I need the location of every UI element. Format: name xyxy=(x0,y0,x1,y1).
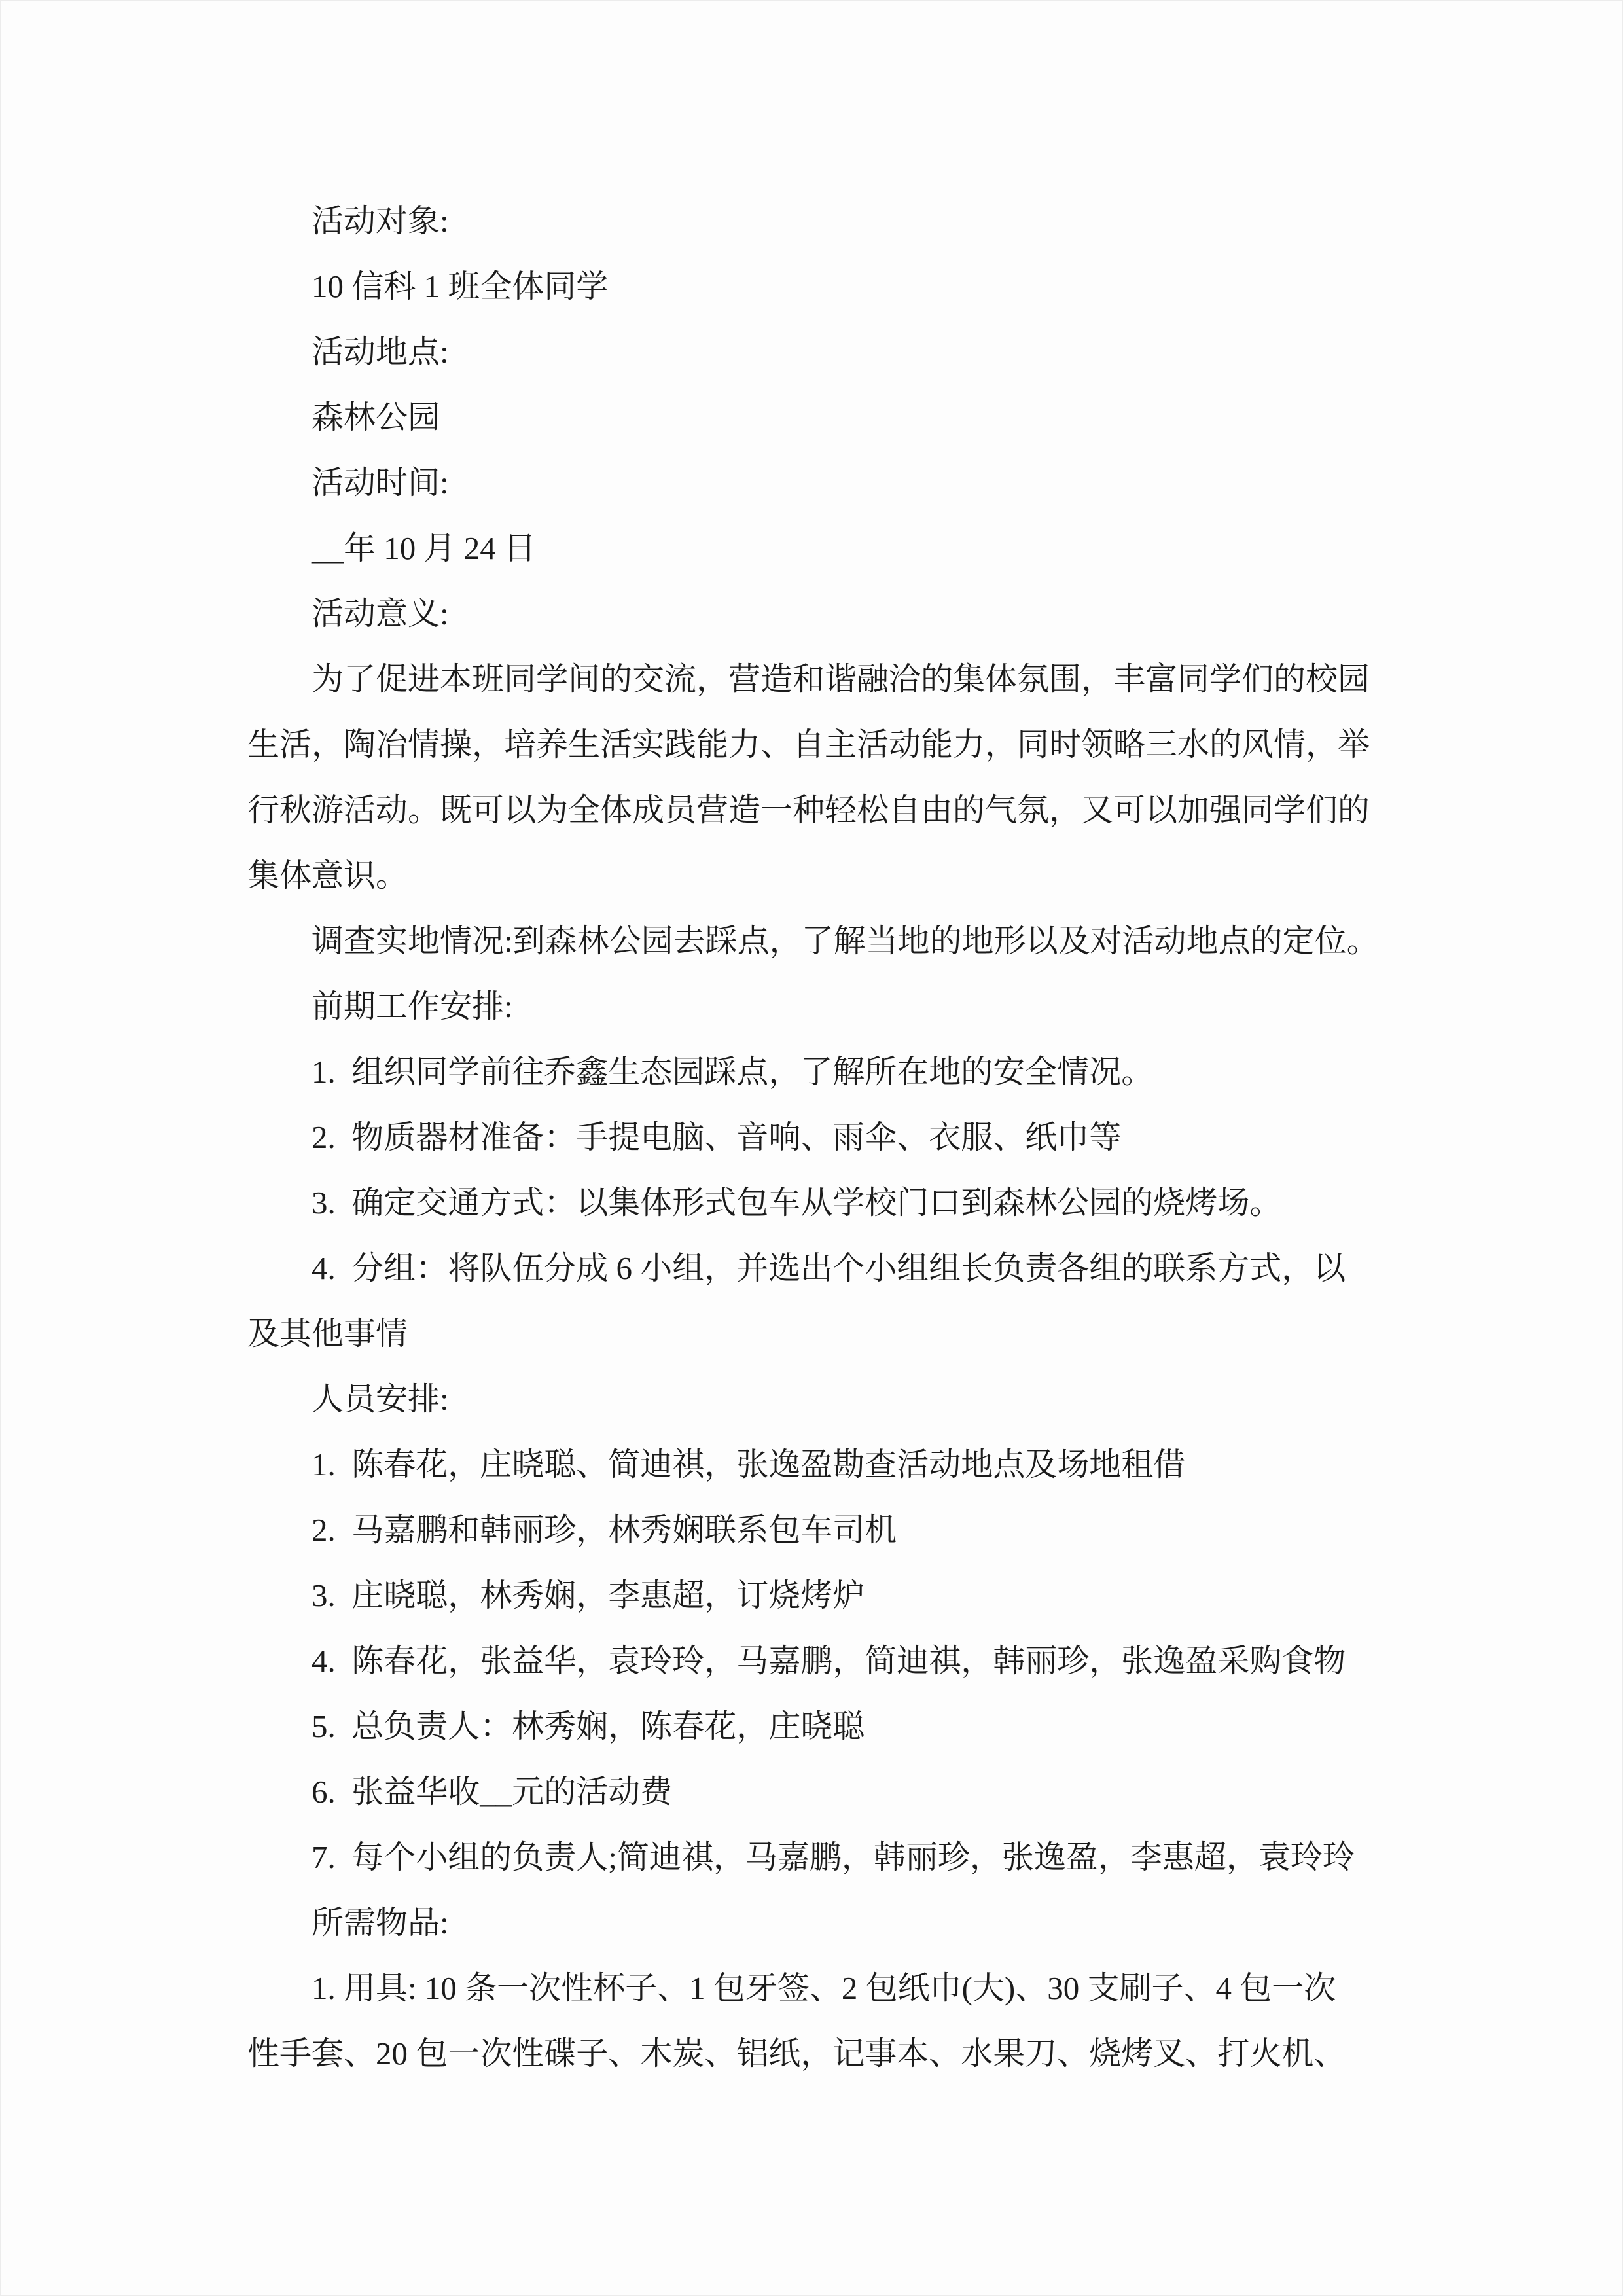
text-line: __年 10 月 24 日 xyxy=(312,530,537,566)
text-line: 4. 分组：将队伍分成 6 小组，并选出个小组组长负责各组的联系方式，以 xyxy=(312,1250,1346,1286)
text-line: 生活，陶冶情操，培养生活实践能力、自主活动能力，同时领略三水的风情，举 xyxy=(247,726,1370,762)
text-line: 及其他事情 xyxy=(247,1316,408,1352)
text-line: 2. 马嘉鹏和韩丽珍，林秀娴联系包车司机 xyxy=(312,1512,897,1548)
text-line: 活动意义: xyxy=(312,596,449,632)
text-line: 10 信科 1 班全体同学 xyxy=(312,268,609,304)
text-line: 3. 确定交通方式：以集体形式包车从学校门口到森林公园的烧烤场。 xyxy=(312,1185,1282,1221)
text-line: 6. 张益华收__元的活动费 xyxy=(312,1774,673,1810)
text-line: 行秋游活动。既可以为全体成员营造一种轻松自由的气氛，又可以加强同学们的 xyxy=(247,792,1370,828)
text-line: 活动对象: xyxy=(312,203,449,239)
text-line: 性手套、20 包一次性碟子、木炭、铝纸，记事本、水果刀、烧烤叉、打火机、 xyxy=(247,2036,1346,2072)
text-line: 活动地点: xyxy=(312,334,449,370)
text-line: 7. 每个小组的负责人;简迪祺，马嘉鹏，韩丽珍，张逸盈，李惠超，袁玲玲 xyxy=(312,1839,1355,1875)
text-line: 1. 用具: 10 条一次性杯子、1 包牙签、2 包纸巾(大)、30 支刷子、4 包一次 xyxy=(312,1970,1336,2006)
text-line: 所需物品: xyxy=(312,1905,449,1941)
text-line: 5. 总负责人：林秀娴，陈春花，庄晓聪 xyxy=(312,1708,865,1744)
text-line: 集体意识。 xyxy=(247,857,408,893)
text-line: 调查实地情况:到森林公园去踩点，了解当地的地形以及对活动地点的定位。 xyxy=(312,923,1379,959)
text-line: 前期工作安排: xyxy=(312,988,513,1024)
text-line: 活动时间: xyxy=(312,465,449,501)
text-line: 2. 物质器材准备：手提电脑、音响、雨伞、衣服、纸巾等 xyxy=(312,1119,1122,1155)
document-body xyxy=(247,188,1382,2087)
text-line: 1. 组织同学前往乔鑫生态园踩点，了解所在地的安全情况。 xyxy=(312,1054,1154,1090)
text-line: 为了促进本班同学间的交流，营造和谐融洽的集体氛围，丰富同学们的校园 xyxy=(312,661,1370,697)
text-line: 森林公园 xyxy=(312,399,440,435)
text-line: 3. 庄晓聪，林秀娴，李惠超，订烧烤炉 xyxy=(312,1577,865,1613)
text-line: 人员安排: xyxy=(312,1381,449,1417)
text-line: 4. 陈春花，张益华，袁玲玲，马嘉鹏，简迪祺，韩丽珍，张逸盈采购食物 xyxy=(312,1643,1346,1679)
text-line: 1. 陈春花，庄晓聪、简迪祺，张逸盈勘查活动地点及场地租借 xyxy=(312,1446,1186,1482)
